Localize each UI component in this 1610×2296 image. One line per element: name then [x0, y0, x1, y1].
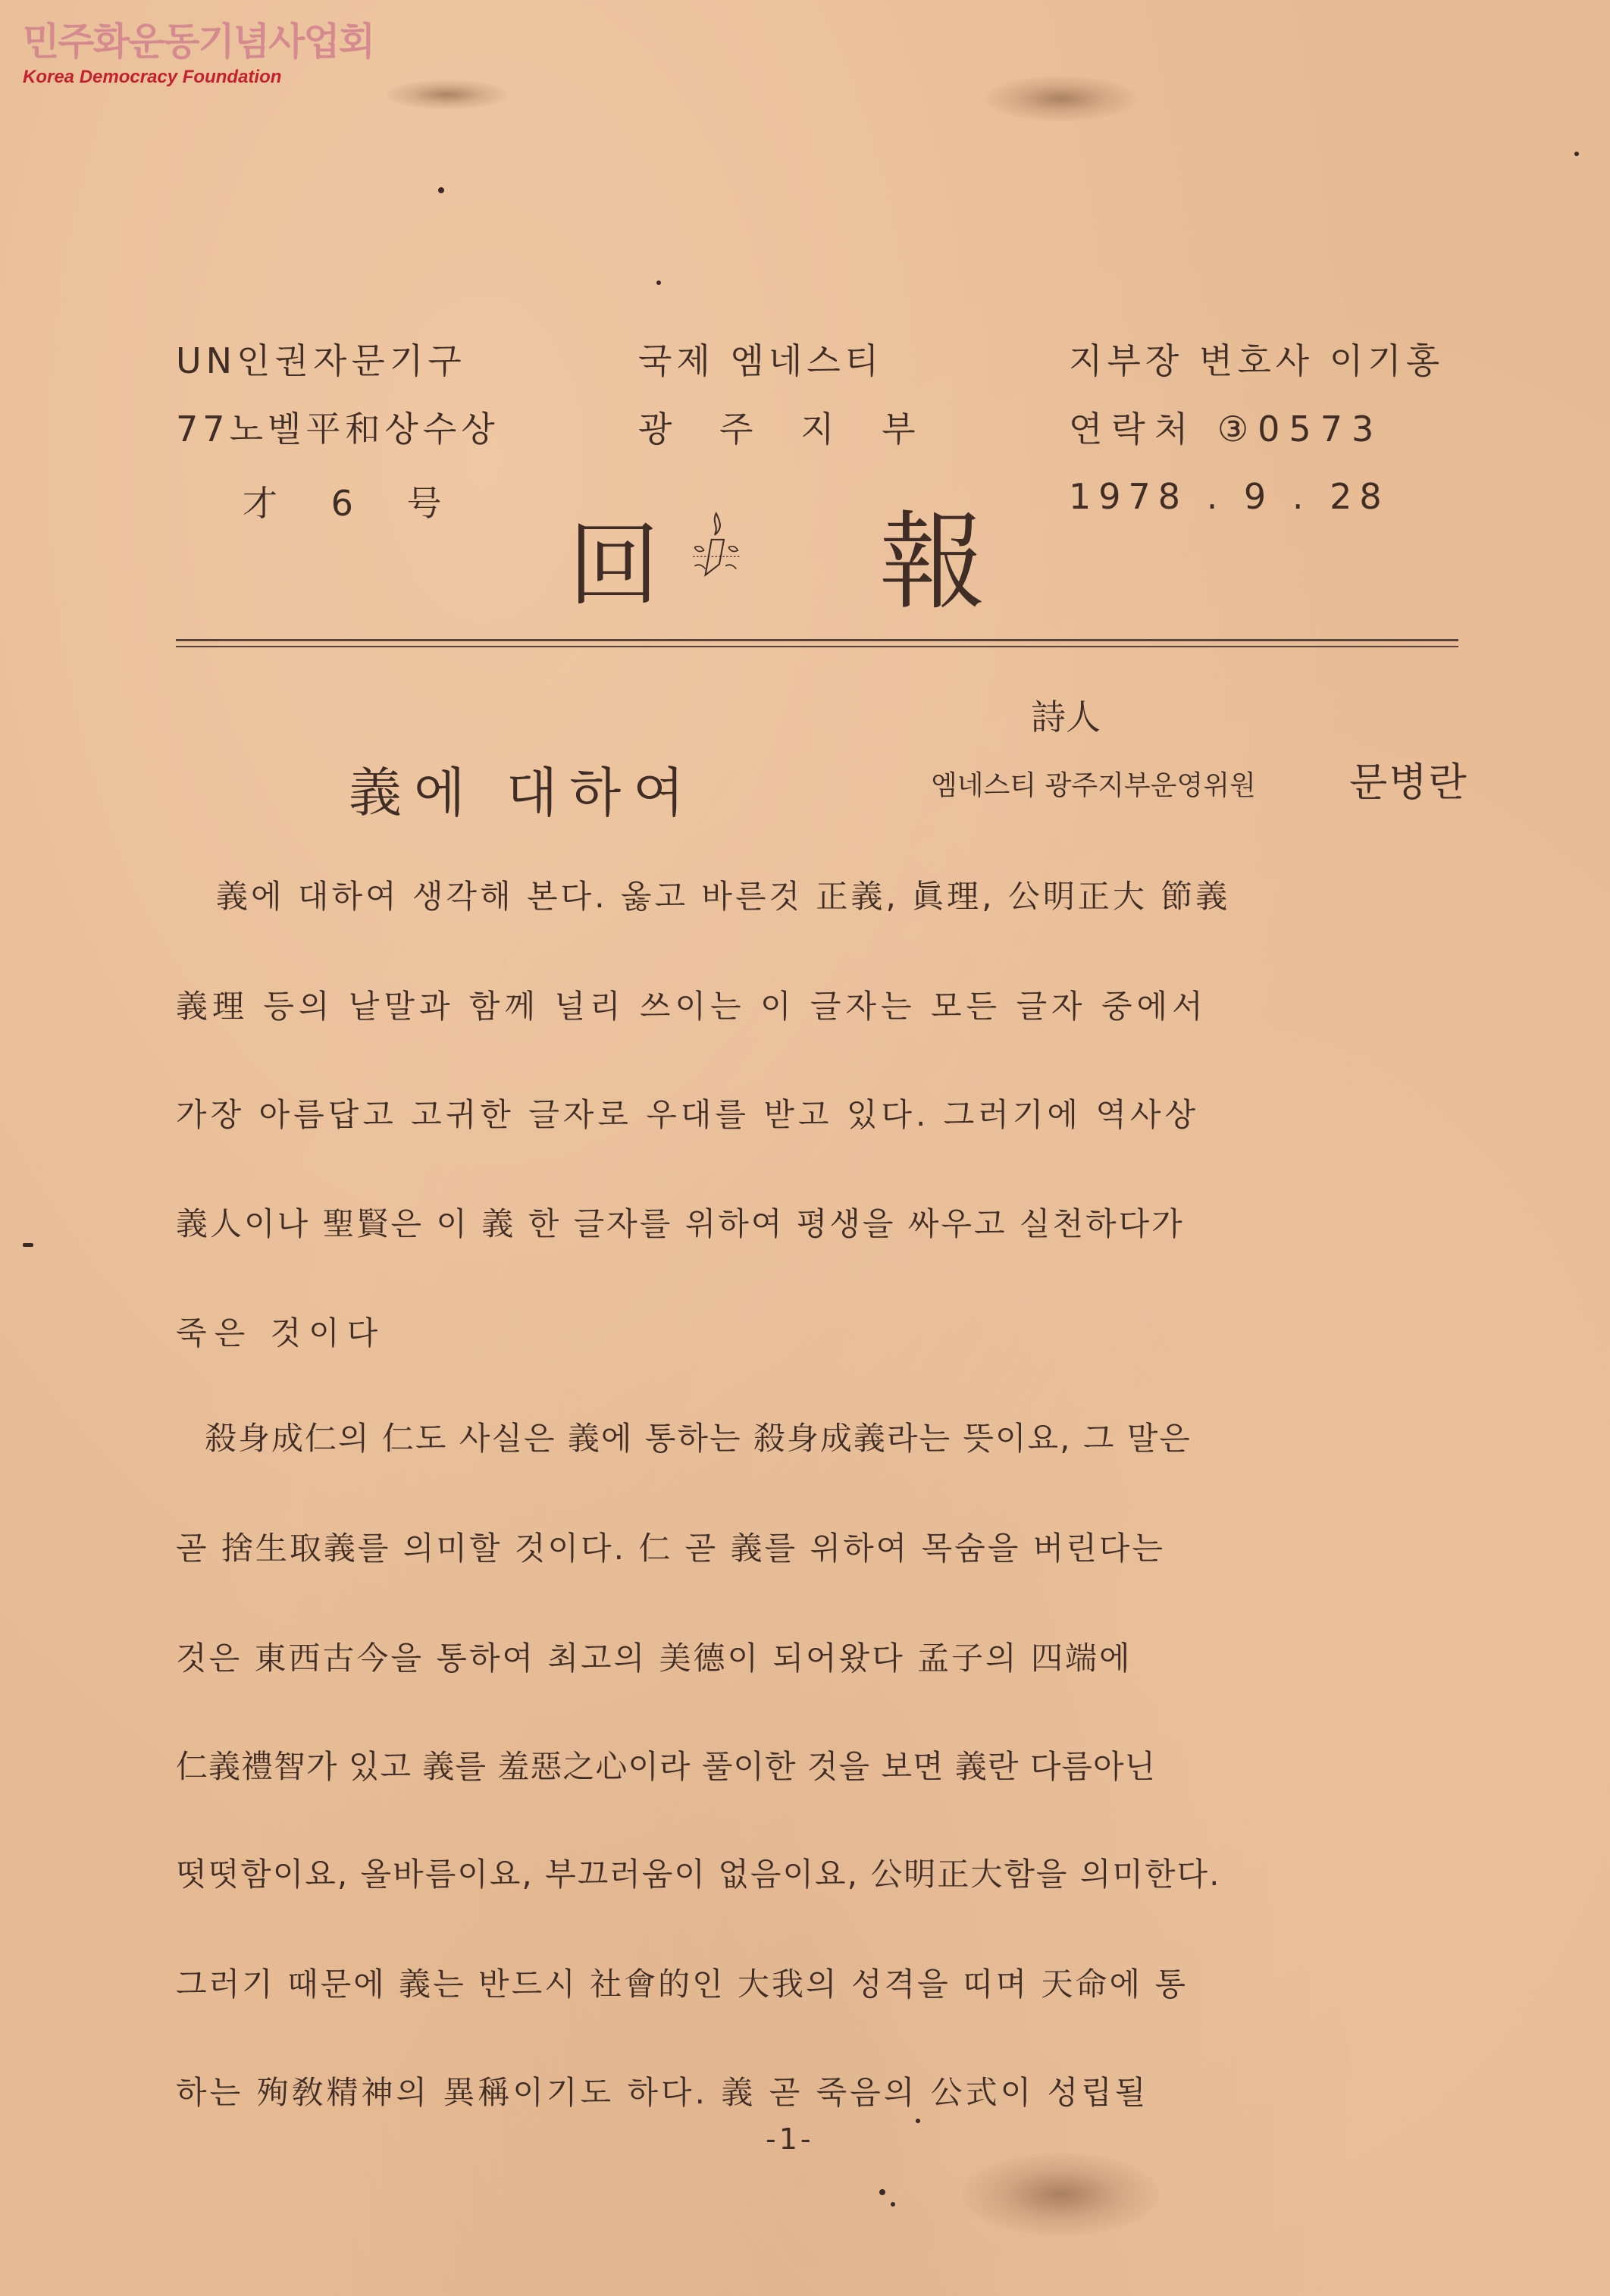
masthead-char-3: 報 — [879, 501, 986, 625]
body-line-2: 義理 등의 낱말과 함께 널리 쓰이는 이 글자는 모든 글자 중에서 — [176, 988, 1208, 1025]
stain-top-center — [985, 76, 1137, 121]
header-left-line2: 77노벨平和상수상 — [176, 409, 500, 449]
body-line-8: 것은 東西古今을 통하여 최고의 美德이 되어왔다 孟子의 四端에 — [176, 1640, 1132, 1677]
header-rule-bottom — [176, 646, 1458, 647]
speck — [879, 2189, 885, 2195]
speck — [438, 187, 444, 193]
speck — [891, 2202, 895, 2207]
body-line-5: 죽은 것이다 — [176, 1314, 386, 1352]
body-line-1: 義에 대하여 생각해 본다. 옳고 바른것 正義, 眞理, 公明正大 節義 — [216, 878, 1231, 915]
body-line-12: 하는 殉敎精神의 異稱이기도 하다. 義 곧 죽음의 公式이 성립될 — [176, 2074, 1149, 2111]
header-right-line3: 1978 . 9 . 28 — [1069, 476, 1389, 517]
speck — [656, 280, 661, 285]
watermark-korean: 민주화운동기념사업회 — [23, 20, 374, 64]
masthead-char-1: 回 — [569, 513, 659, 619]
body-line-7: 곧 捨生取義를 의미할 것이다. 仁 곧 義를 위하여 목숨을 버린다는 — [176, 1530, 1165, 1567]
stain-top-left — [387, 80, 508, 110]
body-line-4: 義人이나 聖賢은 이 義 한 글자를 위하여 평생을 싸우고 실천하다가 — [176, 1205, 1185, 1242]
header-right-line2: 연락처 ③0573 — [1069, 409, 1383, 449]
speck — [916, 2119, 920, 2123]
body-line-3: 가장 아름답고 고귀한 글자로 우대를 받고 있다. 그러기에 역사상 — [176, 1096, 1200, 1133]
body-line-10: 떳떳함이요, 올바름이요, 부끄러움이 없음이요, 公明正大함을 의미한다. — [176, 1856, 1221, 1893]
header-left-line3: 才 6 号 — [243, 483, 463, 524]
byline-org: 엠네스티 광주지부운영위원 — [931, 770, 1256, 801]
amnesty-candle-icon — [682, 459, 849, 633]
byline-name: 문병란 — [1349, 760, 1468, 806]
speck — [23, 1243, 33, 1247]
body-line-6: 殺身成仁의 仁도 사실은 義에 통하는 殺身成義라는 뜻이요, 그 말은 — [205, 1420, 1192, 1457]
header-left-line1: UN인권자문기구 — [176, 340, 466, 381]
speck — [1574, 152, 1579, 156]
header-right-line1: 지부장 변호사 이기홍 — [1069, 340, 1445, 381]
body-line-11: 그러기 때문에 義는 반드시 社會的인 大我의 성격을 띠며 天命에 통 — [176, 1966, 1189, 2003]
header-center-line2: 광 주 지 부 — [638, 409, 934, 449]
byline-label: 詩人 — [1031, 697, 1101, 738]
article-title: 義에 대하여 — [349, 762, 697, 824]
body-line-9: 仁義禮智가 있고 義를 羞惡之心이라 풀이한 것을 보면 義란 다름아닌 — [176, 1748, 1157, 1785]
watermark-english: Korea Democracy Foundation — [23, 67, 282, 87]
watermark — [23, 20, 374, 87]
header-rule-top — [176, 639, 1458, 641]
page-number: -1- — [766, 2122, 814, 2156]
header-center-line1: 국제 엠네스티 — [638, 340, 884, 381]
stain-bottom-center — [963, 2153, 1160, 2236]
